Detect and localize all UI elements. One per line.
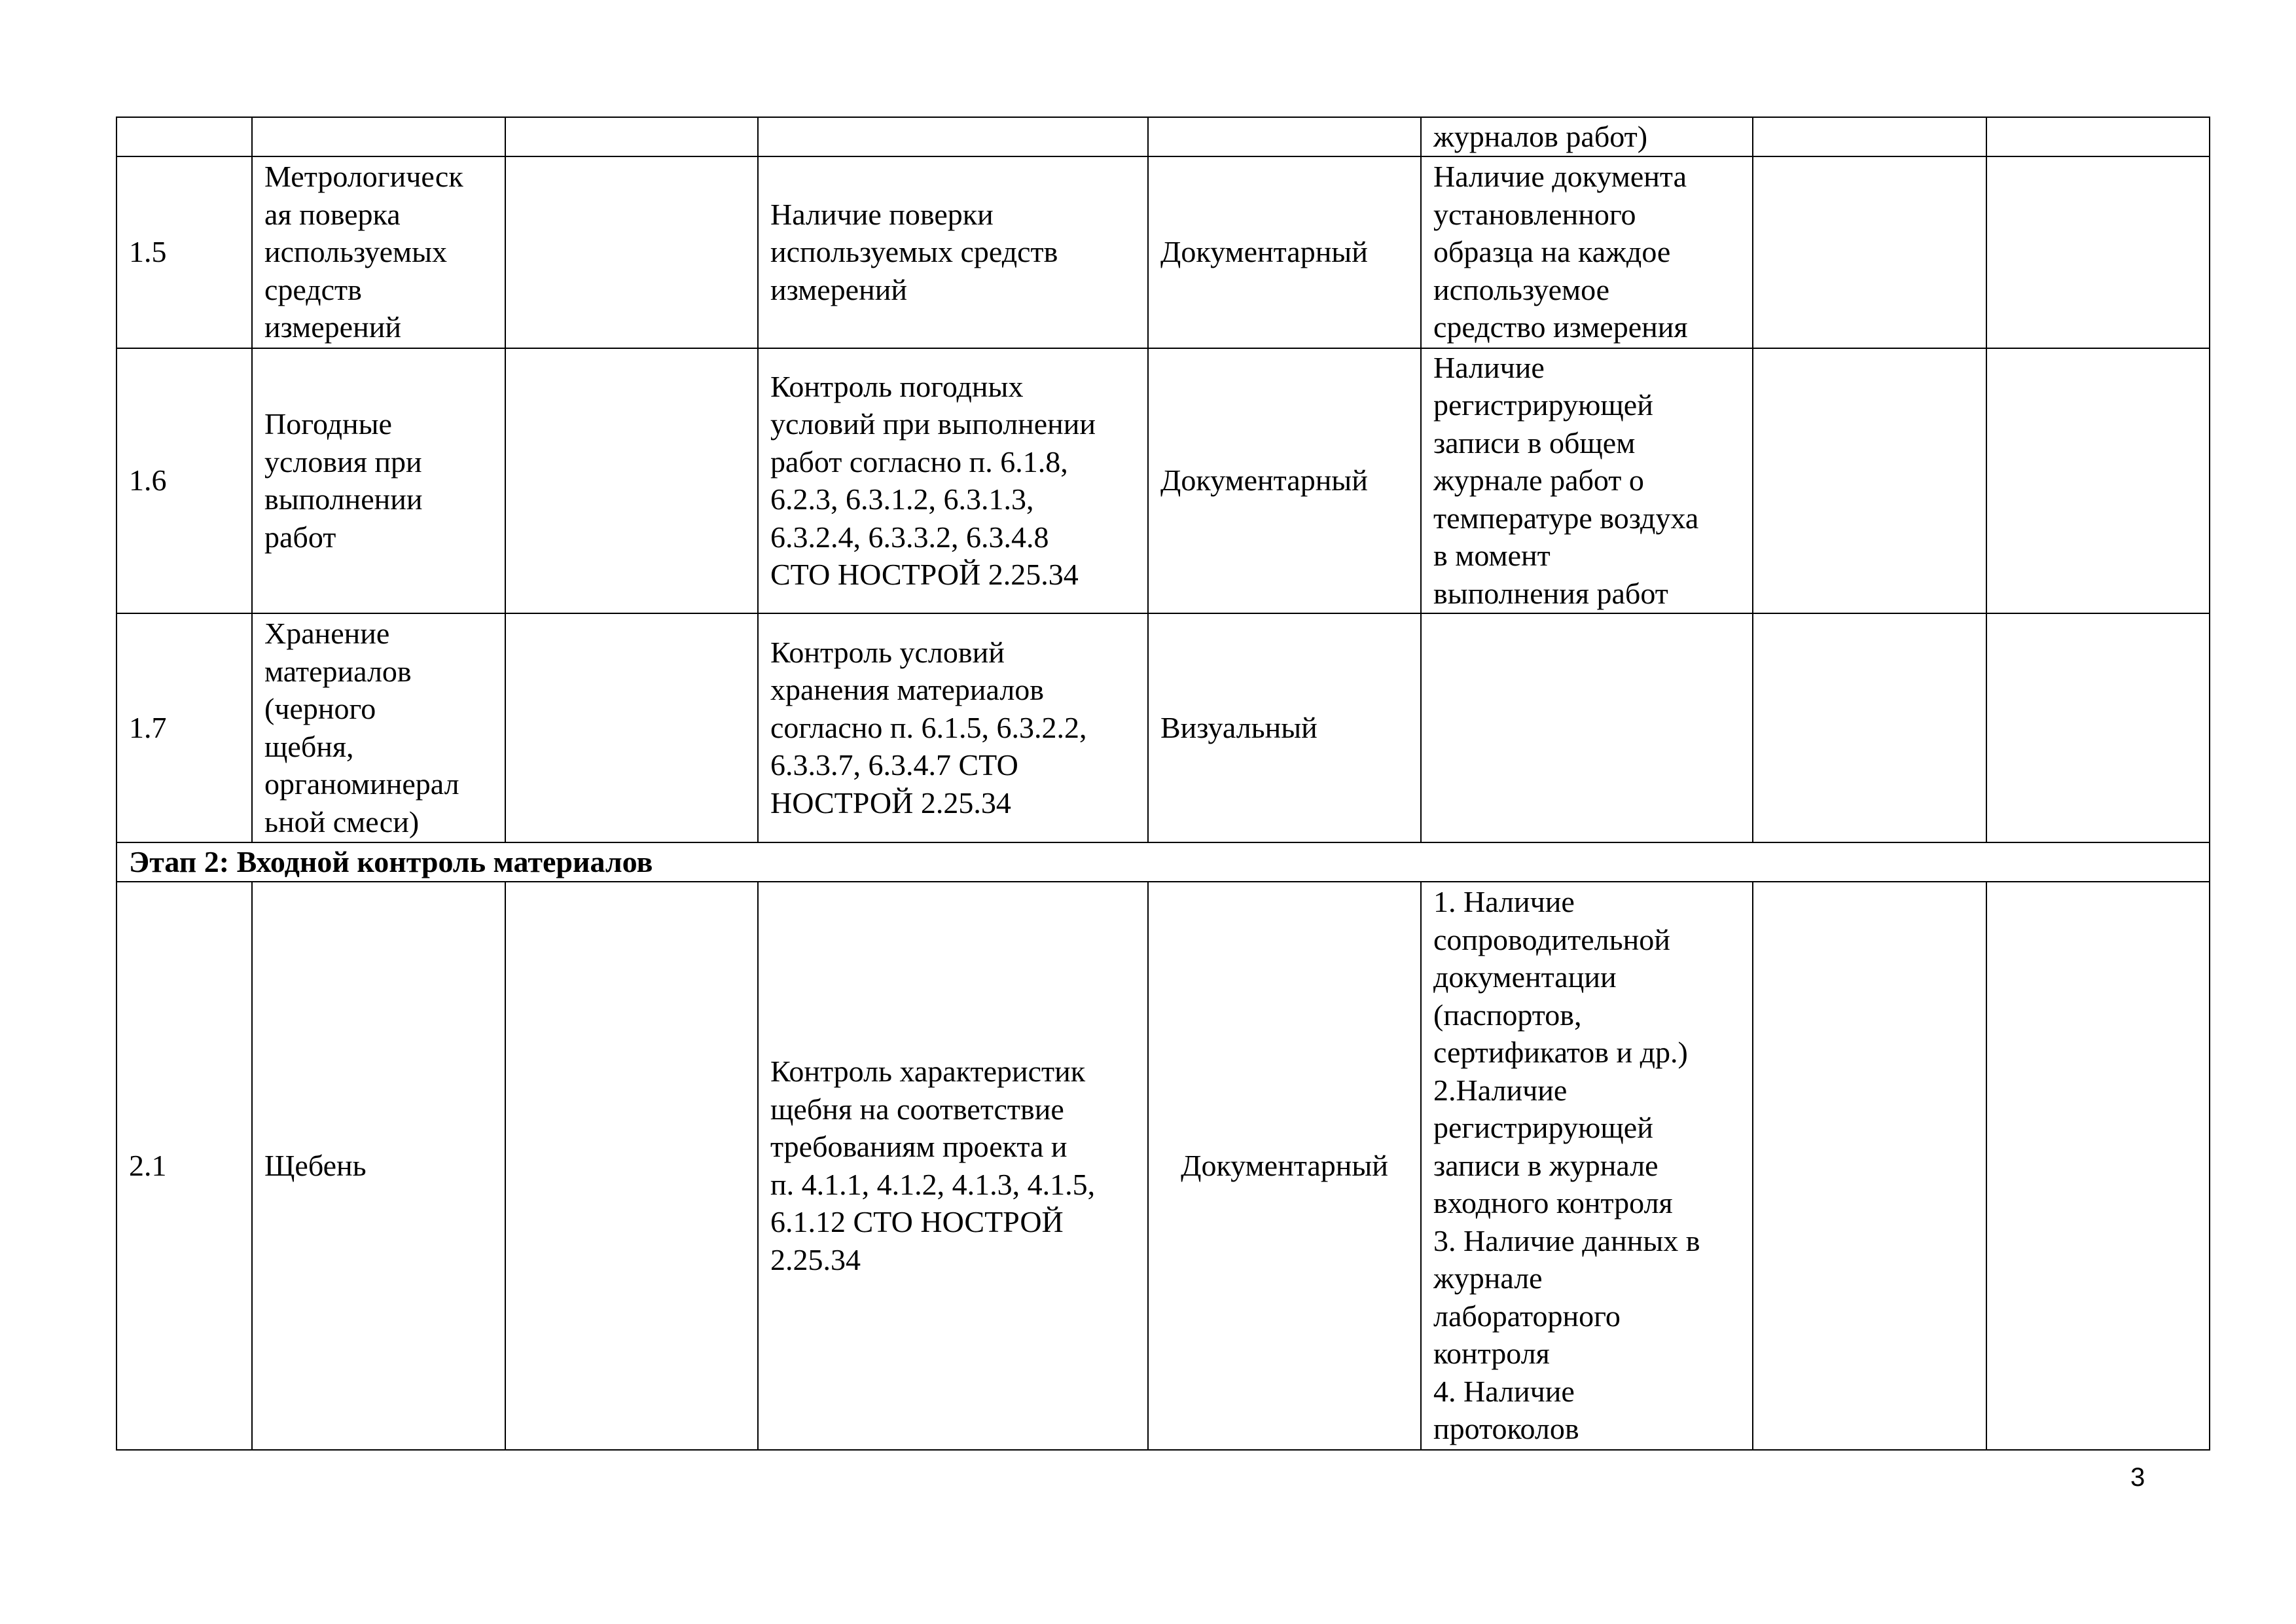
- cell-method: Документарный: [1148, 348, 1421, 613]
- cell-task: Контроль условий хранения материалов согласно п. 6.1.5, 6.3.2.2, 6.3.3.7, 6.3.4.7 СТО НОСТРОЙ 2.25.34: [758, 613, 1148, 842]
- cell-empty: [505, 613, 758, 842]
- table-row: [117, 348, 2210, 613]
- table-row: [117, 117, 2210, 156]
- cell-empty: [1753, 882, 1986, 1450]
- cell-id: 1.5: [117, 156, 252, 348]
- cell-name: Метрологическ ая поверка используемых средств измерений: [252, 156, 505, 348]
- table-row: [117, 882, 2210, 1450]
- cell-doc: Наличие документа установленного образца на каждое используемое средство измерения: [1421, 156, 1753, 348]
- cell-task: Контроль характеристик щебня на соответствие требованиям проекта и п. 4.1.1, 4.1.2, 4.1.3, 4.1.5, 6.1.12 СТО НОСТРОЙ 2.25.34: [758, 882, 1148, 1450]
- cell-method: [1148, 117, 1421, 156]
- cell-empty: [1753, 117, 1986, 156]
- control-table: [116, 117, 2210, 1451]
- stage-title: Этап 2: Входной контроль материалов: [117, 842, 2210, 882]
- cell-method: Документарный: [1148, 156, 1421, 348]
- cell-empty: [1986, 156, 2210, 348]
- cell-doc: журналов работ): [1421, 117, 1753, 156]
- cell-id: 1.7: [117, 613, 252, 842]
- cell-name: [252, 117, 505, 156]
- cell-method: Документарный: [1148, 882, 1421, 1450]
- cell-method: Визуальный: [1148, 613, 1421, 842]
- table-row: [117, 613, 2210, 842]
- cell-empty: [1986, 882, 2210, 1450]
- cell-task: Наличие поверки используемых средств измерений: [758, 156, 1148, 348]
- cell-id: 1.6: [117, 348, 252, 613]
- cell-empty: [505, 117, 758, 156]
- cell-name: Щебень: [252, 882, 505, 1450]
- cell-doc: 1. Наличие сопроводительной документации (паспортов, сертификатов и др.) 2.Наличие регистрирующей записи в журнале входного контроля 3. Наличие данных в журнале лабораторного контроля 4. Наличие протоколов: [1421, 882, 1753, 1450]
- cell-empty: [1986, 348, 2210, 613]
- cell-empty: [505, 348, 758, 613]
- cell-empty: [1753, 156, 1986, 348]
- cell-id: 2.1: [117, 882, 252, 1450]
- cell-name: Погодные условия при выполнении работ: [252, 348, 505, 613]
- cell-empty: [1986, 117, 2210, 156]
- cell-empty: [1753, 348, 1986, 613]
- cell-name: Хранение материалов (черного щебня, органоминерал ьной смеси): [252, 613, 505, 842]
- cell-doc: [1421, 613, 1753, 842]
- table-row: [117, 156, 2210, 348]
- cell-id: [117, 117, 252, 156]
- cell-task: [758, 117, 1148, 156]
- cell-empty: [505, 156, 758, 348]
- cell-empty: [505, 882, 758, 1450]
- cell-empty: [1986, 613, 2210, 842]
- cell-doc: Наличие регистрирующей записи в общем журнале работ о температуре воздуха в момент выполнения работ: [1421, 348, 1753, 613]
- stage-header-row: [117, 842, 2210, 882]
- cell-empty: [1753, 613, 1986, 842]
- page-number: 3: [2130, 1463, 2145, 1492]
- cell-task: Контроль погодных условий при выполнении работ согласно п. 6.1.8, 6.2.3, 6.3.1.2, 6.3.1.3, 6.3.2.4, 6.3.3.2, 6.3.4.8 СТО НОСТРОЙ 2.25.34: [758, 348, 1148, 613]
